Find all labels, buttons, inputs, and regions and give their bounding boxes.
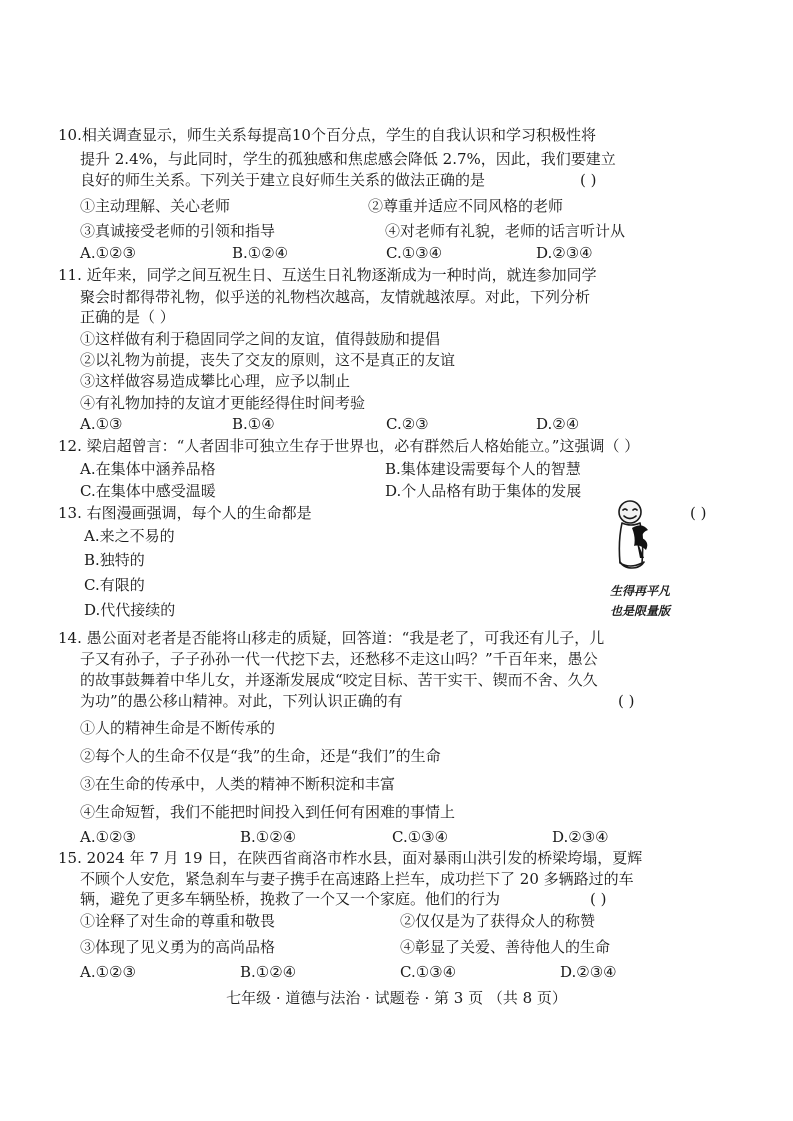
cartoon-caption-line-1: 生得再平凡	[609, 584, 670, 598]
q10-answer-paren: ( )	[580, 171, 597, 189]
q14-statement-4: ④生命短暂，我们不能把时间投入到任何有困难的事情上	[80, 803, 456, 821]
q11-stem-line-2: 聚会时都得带礼物，似乎送的礼物档次越高，友情就越浓厚。对此，下列分析	[80, 288, 591, 306]
q15-stem-line-2: 不顾个人安危，紧急刹车与妻子携手在高速路上拦车，成功拦下了 20 多辆路过的车	[80, 870, 634, 888]
q11-statement-1: ①这样做有利于稳固同学之间的友谊，值得鼓励和提倡	[80, 330, 441, 348]
q11-statement-2: ②以礼物为前提，丧失了交友的原则，这不是真正的友谊	[80, 351, 456, 369]
q11-statement-4: ④有礼物加持的友谊才更能经得住时间考验	[80, 394, 366, 412]
q10-stem-line-2: 提升 2.4%，与此同时，学生的孤独感和焦虑感会降低 2.7%，因此，我们要建立	[80, 150, 616, 168]
q13-option-b: B.独特的	[84, 551, 145, 569]
q11-option-c: C.②③	[386, 415, 429, 433]
q10-stem-line-1: 10.相关调查显示，师生关系每提高10个百分点，学生的自我认识和学习积极性将	[58, 126, 596, 144]
q14-option-c: C.①③④	[392, 828, 449, 846]
q14-option-d: D.②③④	[552, 828, 609, 846]
q10-statement-2: ②尊重并适应不同风格的老师	[368, 197, 564, 215]
q12-option-a: A.在集体中涵养品格	[80, 460, 216, 478]
q10-option-d: D.②③④	[536, 244, 593, 262]
q10-option-a: A.①②③	[80, 244, 136, 262]
q10-stem-line-3: 良好的师生关系。下列关于建立良好师生关系的做法正确的是	[80, 171, 486, 189]
q13-stem: 13. 右图漫画强调，每个人的生命都是	[58, 504, 312, 522]
q15-option-c: C.①③④	[400, 963, 457, 981]
q15-stem-line-1: 15. 2024 年 7 月 19 日，在陕西省商洛市柞水县，面对暴雨山洪引发的桥梁垮塌，夏辉	[58, 849, 643, 867]
cartoon-figure-illustration	[606, 498, 666, 583]
q12-option-b: B.集体建设需要每个人的智慧	[385, 460, 581, 478]
q10-statement-4: ④对老师有礼貌，老师的话言听计从	[385, 222, 626, 240]
q14-statement-2: ②每个人的生命不仅是“我”的生命，还是“我们”的生命	[80, 747, 441, 765]
q10-option-b: B.①②④	[232, 244, 289, 262]
q14-stem-line-4: 为功”的愚公移山精神。对此，下列认识正确的有	[80, 692, 403, 710]
q15-option-a: A.①②③	[80, 963, 136, 981]
q15-stem-line-3: 辆，避免了更多车辆坠桥，挽救了一个又一个家庭。他们的行为	[80, 890, 501, 908]
q10-statement-1: ①主动理解、关心老师	[80, 197, 231, 215]
q11-option-b: B.①④	[232, 415, 275, 433]
page-footer: 七年级 · 道德与法治 · 试题卷 · 第 3 页 （共 8 页）	[226, 989, 567, 1007]
q15-statement-4: ④彰显了关爱、善待他人的生命	[400, 938, 611, 956]
q12-stem: 12. 梁启超曾言：“人者固非可独立生存于世界也，必有群然后人格始能立。”这强调（ ）	[58, 437, 640, 455]
q14-statement-1: ①人的精神生命是不断传承的	[80, 719, 276, 737]
q12-option-c: C.在集体中感受温暖	[80, 482, 216, 500]
q11-stem-line-1: 11. 近年来，同学之间互祝生日、互送生日礼物逐渐成为一种时尚，就连参加同学	[58, 266, 597, 284]
q13-option-a: A.来之不易的	[84, 527, 175, 545]
q14-stem-line-2: 子又有孙子，子子孙孙一代一代挖下去，还愁移不走这山吗？”千百年来，愚公	[80, 650, 598, 668]
q14-option-b: B.①②④	[240, 828, 297, 846]
q14-option-a: A.①②③	[80, 828, 136, 846]
q15-statement-3: ③体现了见义勇为的高尚品格	[80, 938, 276, 956]
q14-stem-line-3: 的故事鼓舞着中华儿女，并逐渐发展成“咬定目标、苦干实干、锲而不舍、久久	[80, 671, 598, 689]
q15-statement-1: ①诠释了对生命的尊重和敬畏	[80, 912, 276, 930]
q10-option-c: C.①③④	[386, 244, 443, 262]
q11-option-a: A.①③	[80, 415, 123, 433]
q14-statement-3: ③在生命的传承中，人类的精神不断积淀和丰富	[80, 775, 396, 793]
q15-statement-2: ②仅仅是为了获得众人的称赞	[400, 912, 596, 930]
q15-option-b: B.①②④	[240, 963, 297, 981]
q15-answer-paren: ( )	[590, 890, 607, 908]
q14-answer-paren: ( )	[618, 692, 635, 710]
q13-option-c: C.有限的	[84, 576, 145, 594]
q11-statement-3: ③这样做容易造成攀比心理，应予以制止	[80, 372, 351, 390]
q14-stem-line-1: 14. 愚公面对老者是否能将山移走的质疑，回答道：“我是老了，可我还有儿子，儿	[58, 629, 605, 647]
q11-stem-line-3: 正确的是（ ）	[80, 308, 175, 326]
q11-option-d: D.②④	[536, 415, 580, 433]
q13-option-d: D.代代接续的	[84, 601, 176, 619]
q12-option-d: D.个人品格有助于集体的发展	[385, 482, 582, 500]
cartoon-caption-line-2: 也是限量版	[609, 604, 670, 618]
q15-option-d: D.②③④	[560, 963, 617, 981]
q10-statement-3: ③真诚接受老师的引领和指导	[80, 222, 276, 240]
q13-answer-paren: ( )	[690, 504, 707, 522]
